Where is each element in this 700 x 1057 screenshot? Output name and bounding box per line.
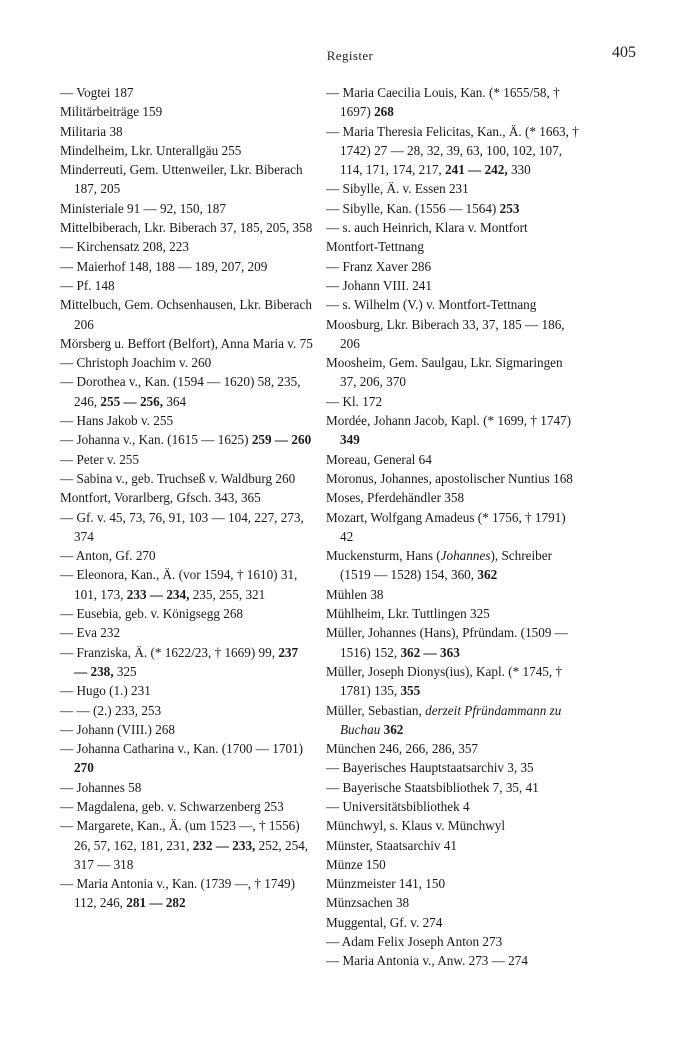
index-entry: Moosburg, Lkr. Biberach 33, 37, 185 — 186, 206 <box>326 316 565 351</box>
index-entry: — Franz Xaver 286 <box>326 258 432 274</box>
index-entry: — Maria Antonia v., Kan. (1739 —, † 1749) 112, 246, 281 — 282 <box>60 876 296 911</box>
index-entry: Montfort, Vorarlberg, Gfsch. 343, 365 <box>60 490 261 506</box>
index-column-right <box>326 83 580 971</box>
index-entry: — Eva 232 <box>60 625 121 641</box>
index-entry: Moronus, Johannes, apostolischer Nuntius 168 <box>326 470 573 486</box>
index-entry: Müller, Johannes (Hans), Pfründam. (1509 — 1516) 152, 362 — 363 <box>326 625 568 660</box>
index-entry: Militaria 38 <box>60 123 123 139</box>
index-entry: Müller, Sebastian, derzeit Pfründammann zu Buchau 362 <box>326 702 562 737</box>
index-entry: Mindelheim, Lkr. Unterallgäu 255 <box>60 142 242 158</box>
index-entry: — Maierhof 148, 188 — 189, 207, 209 <box>60 258 268 274</box>
index-entry: Mittelbiberach, Lkr. Biberach 37, 185, 205, 358 <box>60 220 313 236</box>
index-entry: — Hugo (1.) 231 <box>60 683 151 699</box>
index-entry: Mühlheim, Lkr. Tuttlingen 325 <box>326 606 490 622</box>
running-head: Register <box>326 48 374 63</box>
index-entry: — — (2.) 233, 253 <box>60 702 162 718</box>
index-entry: Moreau, General 64 <box>326 451 432 467</box>
index-entry: Münze 150 <box>326 856 386 872</box>
index-entry: — s. auch Heinrich, Klara v. Montfort <box>326 220 528 236</box>
index-entry: Minderreuti, Gem. Uttenweiler, Lkr. Biberach 187, 205 <box>60 162 303 197</box>
index-entry: — Anton, Gf. 270 <box>60 548 156 564</box>
index-entry: — Johann VIII. 241 <box>326 277 432 293</box>
index-entry: — Maria Theresia Felicitas, Kan., Ä. (* 1663, † 1742) 27 — 28, 32, 39, 63, 100, 102, 107, 114, 171, 174, 217, 241 — 242, 330 <box>326 123 579 178</box>
index-entry: — Sabina v., geb. Truchseß v. Waldburg 260 <box>60 470 296 486</box>
index-entry: — Eleonora, Kan., Ä. (vor 1594, † 1610) 31, 101, 173, 233 — 234, 235, 255, 321 <box>60 567 298 602</box>
index-entry: Militärbeiträge 159 <box>60 104 163 120</box>
index-entry: — Maria Antonia v., Anw. 273 — 274 <box>326 953 528 969</box>
index-entry: — Johannes 58 <box>60 779 142 795</box>
index-entry: — Vogtei 187 <box>60 85 134 100</box>
index-entry: Ministeriale 91 — 92, 150, 187 <box>60 200 226 216</box>
index-column-left <box>60 83 314 913</box>
index-entry: — Sibylle, Kan. (1556 — 1564) 253 <box>326 200 520 216</box>
index-entry: — s. Wilhelm (V.) v. Montfort-Tettnang <box>326 297 537 313</box>
index-entry: Münzmeister 141, 150 <box>326 876 446 892</box>
index-entry: Muggental, Gf. v. 274 <box>326 914 443 930</box>
index-entry: — Sibylle, Ä. v. Essen 231 <box>326 181 469 197</box>
index-entry: — Christoph Joachim v. 260 <box>60 355 212 371</box>
index-entry: — Maria Caecilia Louis, Kan. (* 1655/58, † 1697) 268 <box>326 85 560 120</box>
index-entry: Moses, Pferdehändler 358 <box>326 490 465 506</box>
index-entry: — Dorothea v., Kan. (1594 — 1620) 58, 235, 246, 255 — 256, 364 <box>60 374 301 409</box>
index-entry: — Pf. 148 <box>60 277 115 293</box>
index-entry: — Kirchensatz 208, 223 <box>60 239 189 255</box>
index-entry: Montfort-Tettnang <box>326 239 424 255</box>
index-entry: — Universitätsbibliothek 4 <box>326 798 470 814</box>
index-entry: — Bayerisches Hauptstaatsarchiv 3, 35 <box>326 760 534 776</box>
index-entry: Münster, Staatsarchiv 41 <box>326 837 457 853</box>
page-header <box>60 44 640 68</box>
index-entry: — Margarete, Kan., Ä. (um 1523 —, † 1556) 26, 57, 162, 181, 231, 232 — 233, 252, 254, 317 — 318 <box>60 818 309 872</box>
index-entry: Münzsachen 38 <box>326 895 410 911</box>
index-entry: — Magdalena, geb. v. Schwarzenberg 253 <box>60 798 284 814</box>
index-entry: Mörsberg u. Beffort (Belfort), Anna Maria v. 75 <box>60 335 313 351</box>
index-entry: München 246, 266, 286, 357 <box>326 741 479 757</box>
page-number: 405 <box>612 44 636 61</box>
index-entry: — Peter v. 255 <box>60 451 139 467</box>
index-entry: — Eusebia, geb. v. Königsegg 268 <box>60 606 244 622</box>
index-entry: Münchwyl, s. Klaus v. Münchwyl <box>326 818 505 834</box>
index-entry: — Johanna Catharina v., Kan. (1700 — 1701) 270 <box>60 741 304 776</box>
index-entry: — Johann (VIII.) 268 <box>60 721 175 737</box>
index-entry: — Franziska, Ä. (* 1622/23, † 1669) 99, 237 — 238, 325 <box>60 644 299 679</box>
index-entry: — Adam Felix Joseph Anton 273 <box>326 934 503 950</box>
index-entry: Mühlen 38 <box>326 586 384 602</box>
index-entry: — Kl. 172 <box>326 393 383 409</box>
index-entry: Muckensturm, Hans (Johannes), Schreiber (1519 — 1528) 154, 360, 362 <box>326 548 552 583</box>
index-entry: — Gf. v. 45, 73, 76, 91, 103 — 104, 227, 273, 374 <box>60 509 304 544</box>
index-entry: — Hans Jakob v. 255 <box>60 413 174 429</box>
index-entry: Mozart, Wolfgang Amadeus (* 1756, † 1791) 42 <box>326 509 566 544</box>
index-entry: Mittelbuch, Gem. Ochsenhausen, Lkr. Biberach 206 <box>60 297 312 332</box>
index-entry: Mordée, Johann Jacob, Kapl. (* 1699, † 1747) 349 <box>326 413 572 448</box>
index-entry: — Johanna v., Kan. (1615 — 1625) 259 — 260 <box>60 432 312 448</box>
index-entry: — Bayerische Staatsbibliothek 7, 35, 41 <box>326 779 539 795</box>
index-entry: Müller, Joseph Dionys(ius), Kapl. (* 1745, † 1781) 135, 355 <box>326 663 563 699</box>
index-entry: Moosheim, Gem. Saulgau, Lkr. Sigmaringen 37, 206, 370 <box>326 355 563 390</box>
